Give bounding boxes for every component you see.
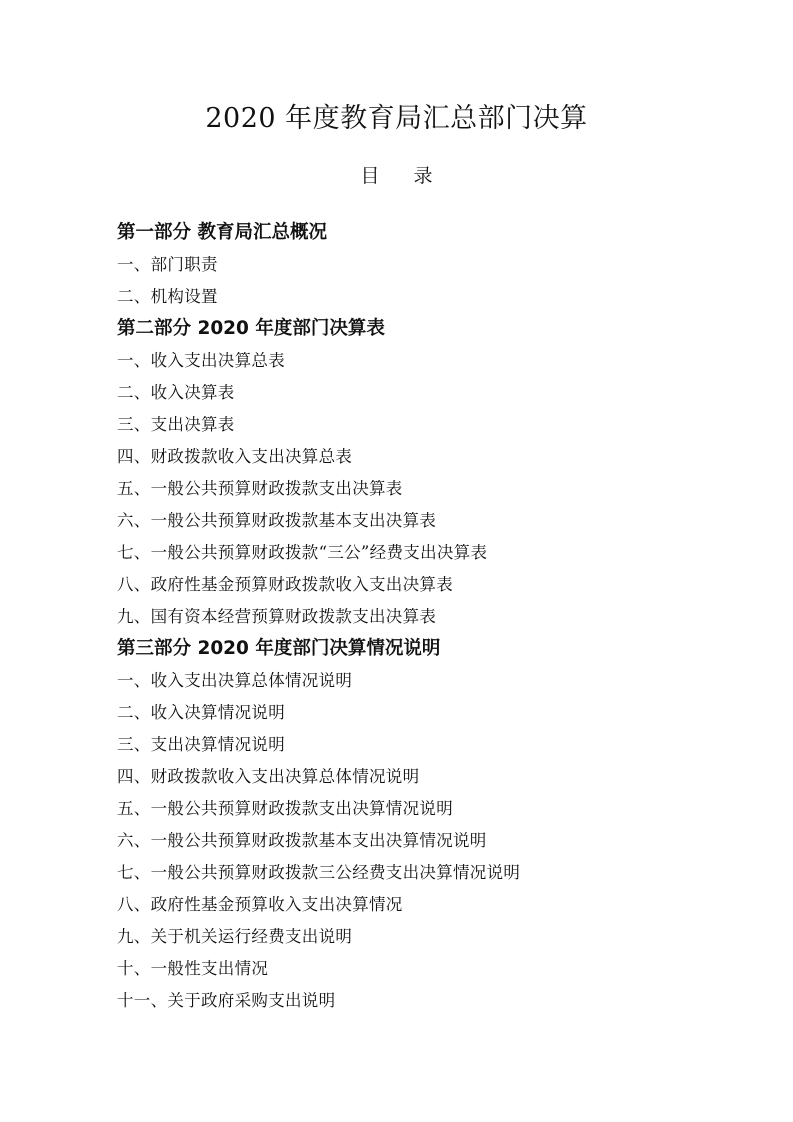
toc-item-3-4[interactable]: 四、财政拨款收入支出决算总体情况说明 bbox=[117, 767, 420, 786]
toc-item-1-2[interactable]: 二、机构设置 bbox=[117, 287, 218, 306]
toc-item-2-2[interactable]: 二、收入决算表 bbox=[117, 383, 235, 402]
toc-item-1-1[interactable]: 一、部门职责 bbox=[117, 255, 218, 274]
toc-part-3-heading[interactable]: 第三部分 2020 年度部门决算情况说明 bbox=[117, 638, 441, 659]
toc-item-2-6[interactable]: 六、一般公共预算财政拨款基本支出决算表 bbox=[117, 511, 437, 530]
toc-item-2-4[interactable]: 四、财政拨款收入支出决算总表 bbox=[117, 447, 353, 466]
toc-item-2-7[interactable]: 七、一般公共预算财政拨款“三公”经费支出决算表 bbox=[117, 543, 488, 562]
toc-heading: 目 录 bbox=[360, 165, 447, 187]
toc-part-1-heading[interactable]: 第一部分 教育局汇总概况 bbox=[117, 222, 327, 243]
toc-item-3-10[interactable]: 十、一般性支出情况 bbox=[117, 959, 269, 978]
toc-item-3-1[interactable]: 一、收入支出决算总体情况说明 bbox=[117, 671, 353, 690]
toc-item-2-9[interactable]: 九、国有资本经营预算财政拨款支出决算表 bbox=[117, 607, 437, 626]
toc-item-3-9[interactable]: 九、关于机关运行经费支出说明 bbox=[117, 927, 353, 946]
toc-item-3-2[interactable]: 二、收入决算情况说明 bbox=[117, 703, 285, 722]
toc-item-2-5[interactable]: 五、一般公共预算财政拨款支出决算表 bbox=[117, 479, 403, 498]
toc-item-2-3[interactable]: 三、支出决算表 bbox=[117, 415, 235, 434]
toc-item-3-11[interactable]: 十一、关于政府采购支出说明 bbox=[117, 991, 336, 1010]
toc-item-3-3[interactable]: 三、支出决算情况说明 bbox=[117, 735, 285, 754]
toc-item-2-8[interactable]: 八、政府性基金预算财政拨款收入支出决算表 bbox=[117, 575, 453, 594]
document-title: 2020 年度教育局汇总部门决算 bbox=[205, 103, 588, 134]
toc-part-2-heading[interactable]: 第二部分 2020 年度部门决算表 bbox=[117, 318, 385, 339]
toc-item-3-7[interactable]: 七、一般公共预算财政拨款三公经费支出决算情况说明 bbox=[117, 863, 521, 882]
toc-item-3-5[interactable]: 五、一般公共预算财政拨款支出决算情况说明 bbox=[117, 799, 453, 818]
toc-item-3-6[interactable]: 六、一般公共预算财政拨款基本支出决算情况说明 bbox=[117, 831, 487, 850]
toc-item-2-1[interactable]: 一、收入支出决算总表 bbox=[117, 351, 285, 370]
table-of-contents bbox=[117, 217, 757, 1017]
toc-item-3-8[interactable]: 八、政府性基金预算收入支出决算情况 bbox=[117, 895, 403, 914]
